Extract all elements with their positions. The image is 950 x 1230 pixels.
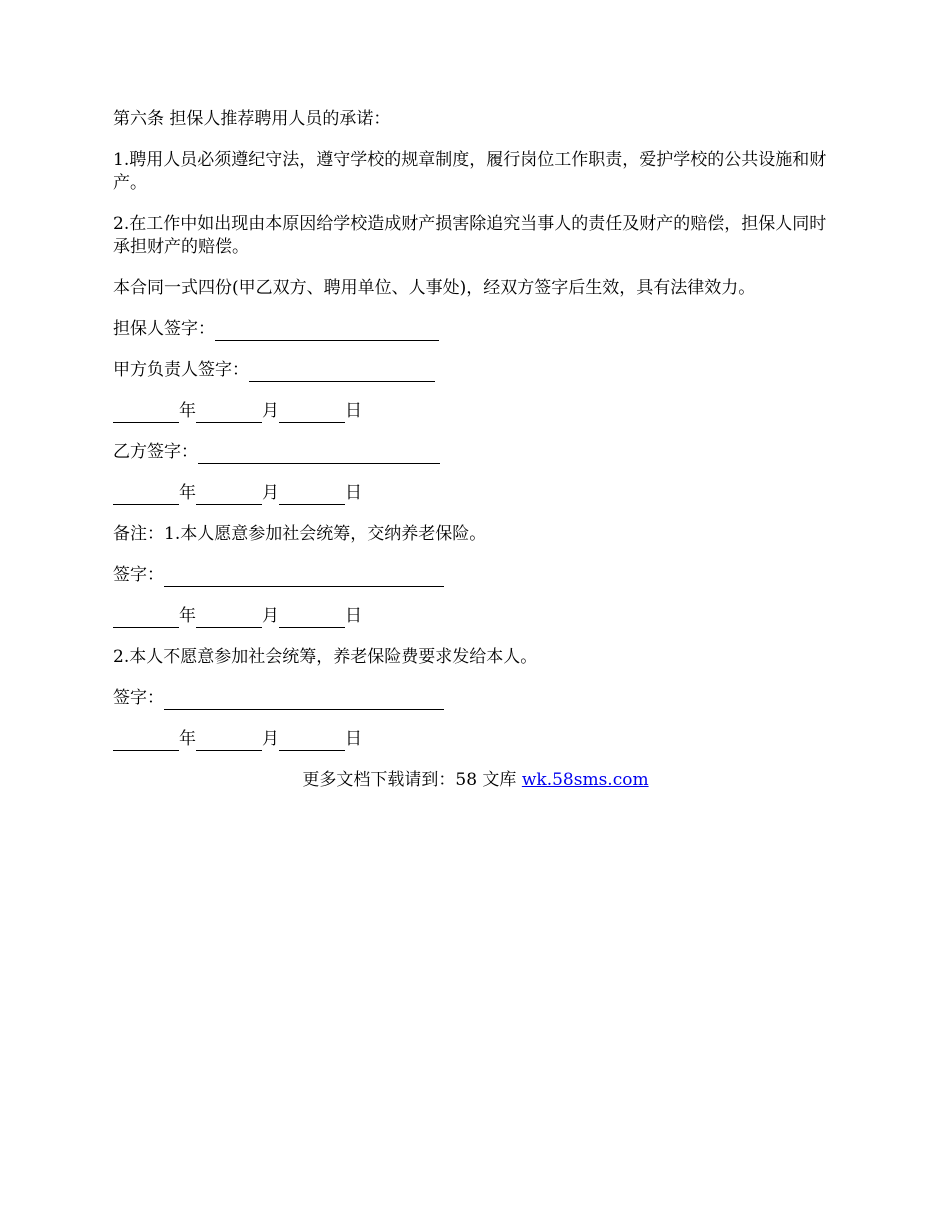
footer-text: 更多文档下载请到：58 文库: [302, 770, 522, 790]
day-blank[interactable]: [279, 404, 345, 423]
month-blank[interactable]: [196, 732, 262, 751]
year-label: 年: [179, 483, 196, 503]
guarantor-signature-line[interactable]: [215, 323, 439, 341]
year-label: 年: [179, 729, 196, 749]
copies-clause: 本合同一式四份(甲乙双方、聘用单位、人事处)，经双方签字后生效，具有法律效力。: [113, 278, 756, 298]
day-blank[interactable]: [279, 609, 345, 628]
month-label: 月: [262, 483, 279, 503]
day-label: 日: [345, 401, 362, 421]
month-blank[interactable]: [196, 404, 262, 423]
date-row-1: [113, 400, 838, 423]
party-a-signature-row: [113, 359, 838, 382]
month-blank[interactable]: [196, 486, 262, 505]
year-label: 年: [179, 401, 196, 421]
day-label: 日: [345, 729, 362, 749]
footer-link[interactable]: wk.58sms.com: [521, 770, 649, 790]
signature-line[interactable]: [164, 569, 444, 587]
clause-2: 2.在工作中如出现由本原因给学校造成财产损害除追究当事人的责任及财产的赔偿，担保人同时承担财产的赔偿。: [113, 214, 827, 257]
guarantor-signature-row: [113, 318, 838, 341]
year-blank[interactable]: [113, 609, 179, 628]
month-label: 月: [262, 606, 279, 626]
note-1: 备注：1.本人愿意参加社会统筹，交纳养老保险。: [113, 524, 487, 544]
date-row-4: [113, 728, 838, 751]
sign-label: 签字：: [113, 565, 164, 585]
day-blank[interactable]: [279, 732, 345, 751]
year-blank[interactable]: [113, 486, 179, 505]
day-blank[interactable]: [279, 486, 345, 505]
download-footer: [113, 769, 838, 792]
day-label: 日: [345, 606, 362, 626]
month-blank[interactable]: [196, 609, 262, 628]
sign-label: 签字：: [113, 688, 164, 708]
clause-1: 1.聘用人员必须遵纪守法，遵守学校的规章制度，履行岗位工作职责，爱护学校的公共设施和财产。: [113, 150, 827, 193]
article-heading: 第六条 担保人推荐聘用人员的承诺：: [113, 109, 391, 129]
month-label: 月: [262, 729, 279, 749]
party-a-signature-line[interactable]: [249, 364, 435, 382]
date-row-2: [113, 482, 838, 505]
year-blank[interactable]: [113, 732, 179, 751]
day-label: 日: [345, 483, 362, 503]
month-label: 月: [262, 401, 279, 421]
guarantor-sign-label: 担保人签字：: [113, 319, 215, 339]
note-2: 2.本人不愿意参加社会统筹，养老保险费要求发给本人。: [113, 647, 538, 667]
signature-row-2: [113, 687, 838, 710]
signature-row-1: [113, 564, 838, 587]
year-blank[interactable]: [113, 404, 179, 423]
party-b-signature-line[interactable]: [198, 446, 440, 464]
date-row-3: [113, 605, 838, 628]
document-body: [113, 108, 838, 792]
year-label: 年: [179, 606, 196, 626]
party-b-signature-row: [113, 441, 838, 464]
party-b-sign-label: 乙方签字：: [113, 442, 198, 462]
party-a-sign-label: 甲方负责人签字：: [113, 360, 249, 380]
signature-line[interactable]: [164, 692, 444, 710]
